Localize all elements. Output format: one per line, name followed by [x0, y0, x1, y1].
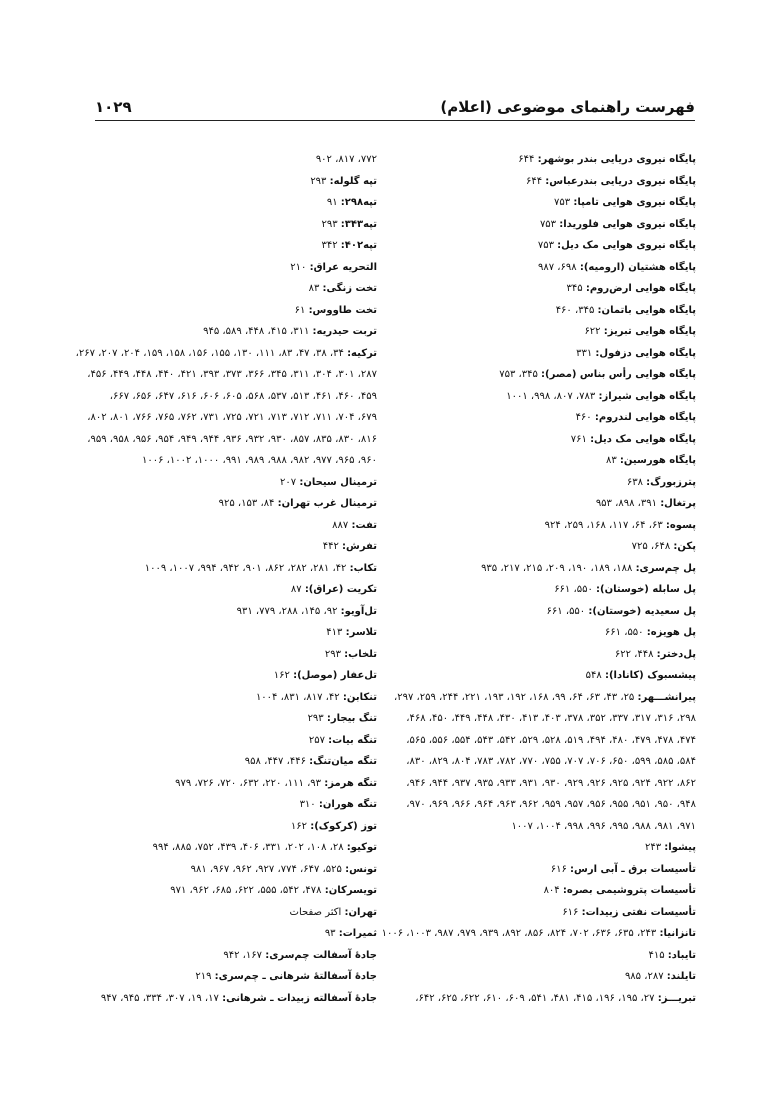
index-page-refs: ۴۱۵: [648, 949, 668, 961]
index-page-refs: ۹۳: [324, 928, 339, 939]
index-page-refs: ۶۱: [294, 304, 309, 316]
index-term: تپه۲۹۸:: [340, 197, 377, 208]
index-entry: [75, 343, 377, 365]
index-entry: [410, 816, 696, 838]
index-page-refs: ۲۴۳: [644, 842, 665, 853]
index-term: پل هویزه:: [646, 627, 696, 638]
index-page-refs: ۲۹۳: [310, 175, 330, 187]
index-entry: [95, 278, 377, 300]
index-page-refs: ۵۵۰، ۶۶۱: [604, 627, 647, 638]
index-term: ترکیه:: [347, 347, 377, 359]
index-entry: [410, 171, 696, 193]
index-term: تنگه هوران:: [318, 799, 377, 810]
index-term: پایگاه نیروی هوایی فلوریدا:: [559, 218, 696, 230]
index-entry: [406, 773, 696, 795]
index-term: پایگاه هوایی رأس بناس (مصر):: [541, 369, 696, 380]
index-entry: [410, 644, 696, 666]
index-term: تفت:: [351, 519, 377, 531]
index-entry: [95, 988, 377, 1010]
index-term: تخت طاووس:: [308, 304, 377, 316]
index-term: تنگه هرمز:: [324, 777, 377, 789]
index-page-refs: ۹۲، ۱۴۵، ۲۸۸، ۷۷۹، ۹۳۱: [236, 605, 341, 617]
index-entry: [410, 837, 696, 859]
index-entry: [95, 773, 377, 795]
index-page-refs: ۳۴، ۳۸، ۴۷، ۸۳، ۱۱۱، ۱۳۰، ۱۵۵، ۱۵۶، ۱۵۸، ۱۵۹، ۲۰۴، ۲۰۷، ۲۶۷،: [75, 347, 348, 359]
index-entry: [95, 708, 377, 730]
index-entry: [87, 429, 377, 451]
index-page-refs: ۲۸، ۱۰۸، ۲۰۲، ۳۳۱، ۴۰۶، ۴۳۹، ۷۵۲، ۸۸۵، ۹۹۴: [152, 842, 347, 853]
index-page-refs: ۵۸۴، ۵۸۵، ۵۹۹، ۶۵۰، ۷۰۶، ۷۰۷، ۷۵۵، ۷۷۰، ۷۸۲، ۷۸۳، ۸۰۴، ۸۲۹، ۸۳۰،: [406, 756, 696, 767]
index-term: پرتغال:: [660, 498, 696, 509]
index-entry: [410, 493, 696, 515]
index-page-refs: ۴۴۲: [322, 541, 343, 552]
index-term: تأسیسات برق ـ آبی ارس:: [570, 863, 696, 875]
index-page-refs: ۲۹۳: [321, 218, 341, 230]
index-term: پایگاه هوایی شیراز:: [598, 390, 696, 402]
index-term: ترمینال سیحان:: [299, 476, 377, 488]
index-term: توکیو:: [346, 842, 377, 853]
index-term: تأسیسات نفتی زبیدات:: [581, 906, 696, 918]
index-page-refs: ۷۷۲، ۸۱۷، ۹۰۲: [315, 154, 377, 165]
index-page-refs: ۸۸۷: [332, 519, 352, 531]
index-entry: [410, 364, 696, 386]
index-entry: [410, 515, 696, 537]
index-entry: [410, 343, 696, 365]
index-entry: [95, 816, 377, 838]
index-entry: [410, 192, 696, 214]
index-page-refs: ۳۱۱، ۴۱۵، ۴۴۸، ۵۸۹، ۹۴۵: [203, 326, 313, 337]
index-entry: [410, 988, 696, 1010]
index-term: پایگاه نیروی دریایی بندر بوشهر:: [537, 154, 696, 165]
index-term: پایگاه هشتیان (ارومیه):: [579, 261, 696, 273]
index-page-refs: ۹۴۸، ۹۵۰، ۹۵۱، ۹۵۵، ۹۵۶، ۹۵۷، ۹۵۹، ۹۶۲، ۹۶۳، ۹۶۴، ۹۶۶، ۹۶۹، ۹۷۰،: [406, 799, 696, 810]
index-entry: [410, 945, 696, 967]
index-term: پکن:: [673, 541, 696, 552]
index-page-refs: ۶۴۴: [525, 175, 546, 187]
index-term: تایلند:: [666, 971, 696, 982]
index-entry: [95, 751, 377, 773]
index-entry: [410, 622, 696, 644]
index-entry: [95, 235, 377, 257]
index-column-left: [75, 149, 377, 1009]
index-page-refs: ۹۳، ۱۱۱، ۲۲۰، ۶۳۲، ۷۲۰، ۷۲۶، ۹۷۹: [175, 777, 325, 789]
index-entry: [410, 665, 696, 687]
index-entry: [95, 386, 377, 408]
index-page-refs: ۴۴۸، ۶۲۲: [614, 648, 657, 660]
index-entry: [406, 751, 696, 773]
index-entry: [95, 493, 377, 515]
index-term: پایگاه هورسین:: [619, 455, 696, 466]
index-page-refs: ۶۳، ۶۴، ۱۱۷، ۱۶۸، ۲۵۹، ۹۲۴: [544, 519, 666, 531]
index-page-refs: ۶۲۲: [584, 326, 604, 337]
index-entry: [95, 687, 377, 709]
index-entry: [410, 472, 696, 494]
index-page-refs: ۶۳۸: [626, 476, 647, 488]
index-entry: [410, 579, 696, 601]
index-page-refs: ۱۷، ۱۹، ۳۰۷، ۳۳۴، ۹۴۵، ۹۴۷: [100, 992, 223, 1004]
index-page-refs: ۸۰۴: [543, 885, 563, 896]
index-term: تنگ بیجار:: [326, 713, 377, 724]
index-page-refs: ۳۴۵: [566, 283, 586, 294]
index-term: تأسیسات پتروشیمی بصره:: [562, 885, 696, 896]
running-title: فهرست راهنمای موضوعی (اعلام): [440, 98, 695, 116]
index-entry: [410, 278, 696, 300]
index-page-refs: اکثر صفحات: [289, 906, 345, 918]
index-page-refs: ۶۱۶: [562, 906, 582, 918]
index-term: پیشوا:: [664, 842, 696, 853]
index-entry: [95, 558, 377, 580]
index-page-refs: ۲۵۷: [308, 734, 329, 746]
index-page-refs: ۴۶۰: [575, 412, 595, 423]
index-entry: [410, 902, 696, 924]
index-entry: [87, 364, 377, 386]
index-term: تفرش:: [342, 541, 377, 552]
index-term: تنگه میان‌تنگ:: [309, 756, 377, 767]
index-term: پایگاه هوایی تبریز:: [603, 326, 696, 337]
index-page-refs: ۲۱۰: [290, 261, 310, 273]
index-page-refs: ۳۱۰: [299, 799, 319, 810]
index-page-refs: ۵۴۸: [585, 670, 605, 681]
index-entry: [406, 708, 696, 730]
index-term: پایگاه نیروی هوایی مک دیل:: [557, 240, 696, 251]
index-entry: [393, 687, 696, 709]
index-term: تنکابن:: [342, 691, 377, 703]
index-entry: [410, 321, 696, 343]
index-page-refs: ۹۷۱، ۹۸۱، ۹۸۸، ۹۹۵، ۹۹۶، ۹۹۸، ۱۰۰۴، ۱۰۰۷: [511, 820, 696, 832]
index-entry: [410, 257, 696, 279]
index-entry: [406, 794, 696, 816]
index-entry: [410, 450, 696, 472]
index-term: تکریت (عراق):: [304, 584, 377, 595]
index-term: تونس:: [345, 863, 377, 875]
index-entry: [381, 923, 696, 945]
index-page-refs: ۱۶۷، ۹۴۲: [223, 949, 266, 961]
index-term: تکاب:: [349, 562, 377, 574]
index-page-refs: ۲۸۷، ۹۸۵: [624, 971, 667, 982]
index-term: تپه گلوله:: [329, 175, 377, 187]
index-entry: [95, 536, 377, 558]
index-term: تل‌عفار (موصل):: [293, 670, 377, 681]
index-entry: [95, 515, 377, 537]
index-term: پایگاه نیروی دریایی بندرعباس:: [545, 175, 696, 187]
index-page-refs: ۳۹۱، ۸۹۸، ۹۵۳: [595, 498, 661, 509]
index-page-refs: ۲۵، ۴۳، ۶۳، ۶۴، ۹۹، ۱۶۸، ۱۹۲، ۱۹۳، ۲۲۱، ۲۴۴، ۲۵۹، ۲۹۷،: [393, 691, 638, 703]
index-entry: [95, 321, 377, 343]
index-page-refs: ۶۴۴: [518, 154, 538, 165]
index-page-refs: ۴۱۳: [326, 627, 346, 638]
index-entry: [95, 149, 377, 171]
index-page-refs: ۷۸۳، ۸۰۷، ۹۹۸، ۱۰۰۱: [506, 390, 599, 402]
index-page-refs: ۳۳۱: [576, 347, 596, 359]
index-entry: [410, 880, 696, 902]
index-page-refs: ۲۱۹: [195, 971, 215, 982]
index-page-refs: ۴۲، ۲۸۱، ۲۸۲، ۸۶۲، ۹۰۱، ۹۴۲، ۹۹۴، ۱۰۰۷، ۱۰۰۹: [144, 562, 350, 574]
index-term: پل سعیدیه (خوستان):: [588, 605, 696, 617]
index-page-refs: ۸۷: [290, 584, 305, 595]
page-number: ۱۰۲۹: [95, 98, 132, 116]
index-page-refs: ۲۰۷: [280, 476, 300, 488]
index-term: تپه۴۰۲:: [340, 240, 377, 251]
index-entry: [410, 235, 696, 257]
index-entry: [95, 902, 377, 924]
index-entry: [95, 450, 377, 472]
index-term: تایباد:: [667, 949, 696, 961]
index-entry: [95, 923, 377, 945]
page-header: [95, 94, 695, 120]
index-page-refs: ۴۷۸، ۵۴۲، ۵۵۵، ۶۲۲، ۶۸۵، ۹۶۲، ۹۷۱: [170, 885, 325, 896]
index-entry: [87, 407, 377, 429]
index-term: تربت حیدریه:: [312, 326, 377, 337]
index-entry: [95, 945, 377, 967]
index-page-refs: ۲۹۳: [324, 648, 345, 660]
index-term: پل سابله (خوستان):: [596, 584, 696, 595]
index-term: پایگاه هوایی لندروم:: [594, 412, 696, 423]
index-term: تانزانیا:: [659, 928, 696, 939]
index-page-refs: ۳۴۵، ۴۶۰: [555, 304, 598, 316]
index-term: تلخاب:: [344, 648, 377, 660]
index-entry: [95, 257, 377, 279]
index-page-refs: ۷۶۱: [570, 433, 591, 445]
index-term: ترمینال غرب تهران:: [277, 498, 377, 509]
index-page-refs: ۹۶۰، ۹۶۵، ۹۷۷، ۹۸۲، ۹۸۸، ۹۸۹، ۹۹۱، ۱۰۰۰، ۱۰۰۲، ۱۰۰۶: [142, 455, 377, 466]
index-page-refs: ۶۷۹، ۷۰۴، ۷۱۱، ۷۱۲، ۷۱۳، ۷۲۱، ۷۲۵، ۷۳۱، ۷۶۲، ۷۶۵، ۷۶۶، ۸۰۱، ۸۰۲،: [87, 412, 377, 423]
index-term: پل‌دختر:: [656, 648, 696, 660]
index-term: پایگاه هوایی باتمان:: [597, 304, 696, 316]
index-term: پسوه:: [665, 519, 696, 531]
index-term: ثمیرات:: [338, 928, 377, 939]
index-term: پایگاه هوایی مک دیل:: [590, 433, 696, 445]
index-term: تخت زنگی:: [322, 283, 377, 294]
index-entry: [410, 386, 696, 408]
index-entry: [95, 622, 377, 644]
index-page-refs: ۸۱۶، ۸۳۰، ۸۳۵، ۸۵۷، ۹۳۰، ۹۳۲، ۹۳۶، ۹۴۴، ۹۴۹، ۹۵۴، ۹۵۶، ۹۵۸، ۹۵۹،: [87, 433, 377, 445]
index-term: تنگه بیات:: [328, 734, 377, 746]
index-term: تبریـــز:: [657, 992, 696, 1004]
index-column-right: [381, 149, 696, 1009]
index-entry: [95, 601, 377, 623]
index-entry: [95, 794, 377, 816]
index-term: توز (کرکوک):: [310, 820, 377, 832]
index-entry: [95, 730, 377, 752]
index-entry: [95, 300, 377, 322]
index-term: پایگاه نیروی هوایی تامپا:: [573, 197, 696, 208]
index-page-refs: ۵۵۰، ۶۶۱: [554, 584, 597, 595]
index-term: پترزبورگ:: [646, 476, 696, 488]
index-entry: [95, 859, 377, 881]
index-page-refs: ۸۳: [605, 455, 620, 466]
index-page-refs: ۵۵۰، ۶۶۱: [546, 605, 589, 617]
index-page-refs: ۹۱: [326, 197, 341, 208]
index-page-refs: ۴۴۶، ۴۴۷، ۹۵۸: [244, 756, 310, 767]
index-page-refs: ۷۵۳: [539, 218, 560, 230]
index-entry: [95, 644, 377, 666]
index-page-refs: ۳۴۵، ۷۵۳: [499, 369, 542, 380]
index-entry: [410, 149, 696, 171]
index-entry: [95, 966, 377, 988]
index-page-refs: ۶۹۸، ۹۸۷: [538, 261, 580, 273]
index-term: پایگاه هوایی ارض‌روم:: [585, 283, 696, 294]
index-entry: [95, 171, 377, 193]
header-rule: [95, 120, 695, 121]
index-entry: [95, 837, 377, 859]
index-entry: [410, 214, 696, 236]
index-term: تپه۳۴۳:: [340, 218, 377, 230]
index-page-refs: ۸۴، ۱۵۳، ۹۲۵: [218, 498, 278, 509]
index-page-refs: ۷۵۳: [554, 197, 574, 208]
index-entry: [410, 429, 696, 451]
index-term: جادهٔ آسفالته زبیدات ـ شرهانی:: [222, 992, 377, 1004]
index-page-refs: ۲۷، ۱۹۵، ۱۹۶، ۴۱۵، ۴۸۱، ۵۴۱، ۶۰۹، ۶۱۰، ۶۲۲، ۶۲۵، ۶۴۲،: [415, 992, 658, 1004]
index-term: پیشسبوک (کانادا):: [604, 670, 696, 681]
index-page-refs: ۷۵۳: [537, 240, 558, 251]
index-page-refs: ۱۸۸، ۱۸۹، ۱۹۰، ۲۰۹، ۲۱۵، ۲۱۷، ۹۳۵: [481, 562, 636, 574]
index-entry: [410, 859, 696, 881]
index-page-refs: ۵۲۵، ۶۴۷، ۷۷۴، ۹۲۷، ۹۶۲، ۹۶۷، ۹۸۱: [190, 863, 346, 875]
index-page-refs: ۶۱۶: [550, 863, 571, 875]
index-page-refs: ۱۶۲: [290, 820, 311, 832]
index-page-refs: ۲۴۳، ۶۳۵، ۶۳۶، ۷۰۲، ۸۲۴، ۸۵۶، ۸۹۲، ۹۳۹، ۹۷۹، ۹۸۷، ۱۰۰۳، ۱۰۰۶: [381, 928, 660, 939]
index-term: تویسرکان:: [324, 885, 377, 896]
index-term: جادهٔ آسفالتهٔ شرهانی ـ چم‌سری:: [214, 971, 377, 982]
index-page-refs: ۶۴۸، ۷۲۵: [631, 541, 674, 552]
index-entry: [410, 966, 696, 988]
index-page-refs: ۲۸۷، ۳۰۱، ۳۰۴، ۳۱۱، ۳۴۵، ۳۶۶، ۳۷۳، ۳۹۳، ۴۲۱، ۴۴۰، ۴۴۸، ۴۴۹، ۴۵۶،: [87, 369, 377, 380]
index-term: تل‌آویو:: [340, 605, 377, 617]
index-entry: [95, 579, 377, 601]
index-term: تهران:: [344, 906, 377, 918]
index-page-refs: ۲۹۸، ۳۱۶، ۳۱۷، ۳۳۷، ۳۵۲، ۳۷۸، ۴۰۳، ۴۱۳، ۴۳۰، ۴۴۸، ۴۴۹، ۴۵۰، ۴۶۸،: [406, 713, 696, 724]
index-entry: [95, 880, 377, 902]
index-entry: [95, 665, 377, 687]
index-entry: [410, 300, 696, 322]
index-entry: [410, 407, 696, 429]
index-page-refs: ۸۳: [308, 283, 323, 294]
index-entry: [406, 730, 696, 752]
index-page-refs: ۲۹۳: [307, 713, 327, 724]
index-term: التحریه عراق:: [309, 261, 377, 273]
index-entry: [410, 536, 696, 558]
index-page-refs: ۸۶۲، ۹۲۲، ۹۲۴، ۹۲۵، ۹۲۶، ۹۲۹، ۹۳۰، ۹۳۱، ۹۳۳، ۹۳۵، ۹۳۷، ۹۴۴، ۹۴۶،: [406, 777, 696, 789]
index-entry: [95, 192, 377, 214]
index-term: پل چم‌سری:: [635, 562, 696, 574]
index-term: پایگاه هوایی دزفول:: [595, 347, 696, 359]
index-page-refs: ۱۶۲: [273, 670, 294, 681]
index-term: پیرانشـــهر:: [637, 691, 696, 703]
index-entry: [95, 472, 377, 494]
index-page-refs: ۳۴۲: [321, 240, 341, 251]
index-term: تلاسر:: [345, 627, 377, 638]
index-page-refs: ۴۵۹، ۴۶۰، ۴۶۱، ۵۱۳، ۵۳۷، ۵۶۸، ۶۰۵، ۶۰۶، ۶۱۶، ۶۴۷، ۶۵۶، ۶۶۷،: [109, 390, 377, 402]
index-page-refs: ۴۷۴، ۴۷۸، ۴۷۹، ۴۸۰، ۴۹۴، ۵۱۹، ۵۲۸، ۵۲۹، ۵۴۲، ۵۴۳، ۵۵۴، ۵۵۶، ۵۶۵،: [406, 734, 696, 746]
index-page-refs: ۴۲، ۸۱۷، ۸۳۱، ۱۰۰۴: [255, 691, 343, 703]
index-entry: [95, 214, 377, 236]
index-entry: [410, 558, 696, 580]
index-entry: [410, 601, 696, 623]
index-term: جادهٔ آسفالت چم‌سری:: [265, 949, 377, 961]
